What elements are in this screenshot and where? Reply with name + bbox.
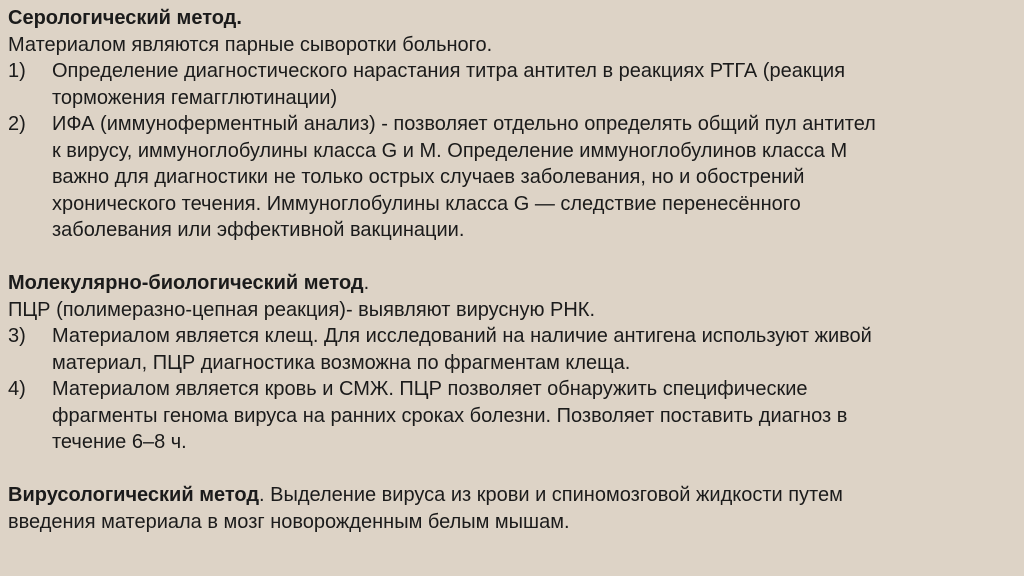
list-item-3 [8,323,1014,376]
spacer [8,244,1014,271]
spacer [8,456,1014,483]
text-line: материал, ПЦР диагностика возможна по фрагментам клеща. [52,351,631,374]
list-number: 2) [8,113,26,135]
text-line: торможения гемагглютинации) [52,86,338,109]
list-item-text [52,376,1014,456]
text-line: течение 6–8 ч. [52,431,187,453]
list-item-4 [8,376,1014,456]
text-line: Материалом является клещ. Для исследований на наличие антигена используют живой [52,325,872,347]
list-item-text [52,111,1014,244]
list-item-text [52,323,1014,376]
molecular-heading-suffix: . [363,272,370,294]
molecular-intro: ПЦР (полимеразно-цепная реакция)- выявляют вирусную РНК. [8,298,596,321]
text-line: заболевания или эффективной вакцинации. [52,219,465,241]
list-item-text [52,58,1014,111]
text-line: ИФА (иммуноферментный анализ) - позволяет отдельно определять общий пул антител [52,113,876,135]
text-line: важно для диагностики не только острых случаев заболевания, но и обострений [52,166,805,188]
text-line: Материалом является кровь и СМЖ. ПЦР позволяет обнаружить специфические [52,378,808,400]
text-line: Определение диагностического нарастания титра антител в реакциях РТГА (реакция [52,60,846,82]
virological-text: . Выделение вируса из крови и спиномозговой жидкости путем [259,484,843,506]
virological-line-1 [8,482,1014,509]
molecular-heading: Молекулярно-биологический метод [8,272,364,294]
list-number: 3) [8,325,26,347]
list-number: 4) [8,378,26,400]
list-number: 1) [8,60,26,82]
list-item-1 [8,58,1014,111]
serological-heading: Серологический метод. [8,7,242,29]
molecular-heading-line [8,270,1014,297]
virological-heading: Вирусологический метод [8,484,260,506]
serological-intro: Материалом являются парные сыворотки больного. [8,33,493,56]
text-line: к вирусу, иммуноглобулины класса G и M. Определение иммуноглобулинов класса М [52,139,848,162]
text-line: хронического течения. Иммуноглобулины класса G — следствие перенесённого [52,192,801,215]
list-item-2 [8,111,1014,244]
virological-line-2: введения материала в мозг новорожденным белым мышам. [8,510,570,533]
text-line: фрагменты генома вируса на ранних сроках болезни. Позволяет поставить диагноз в [52,404,848,427]
